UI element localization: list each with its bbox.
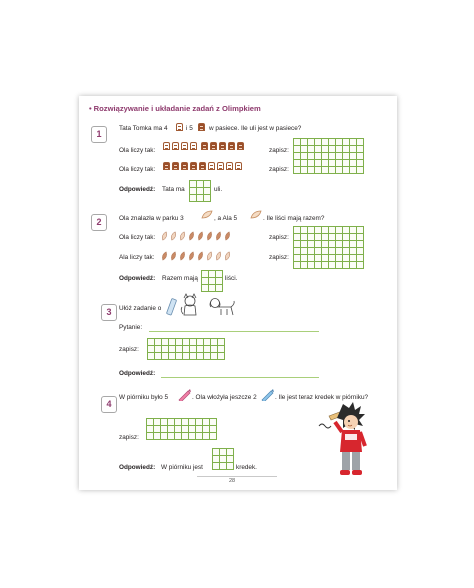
task-2-answer-label: Odpowiedź: (119, 275, 156, 282)
task-4-zapisz: zapisz: (119, 434, 139, 441)
task-1-text-a: Tata Tomka ma 4 (119, 125, 168, 132)
leaf-icon (215, 231, 222, 241)
cat-drawing-icon (179, 292, 201, 318)
leaf-icon (224, 251, 231, 261)
task-3-answer-line[interactable] (161, 377, 319, 378)
pink-crayon-icon (178, 389, 192, 401)
beehive-icon (228, 142, 235, 150)
task-4-answer-label: Odpowiedź: (119, 464, 156, 471)
task-2-answer-text-a: Razem mają (162, 275, 198, 282)
beehive-icon (172, 162, 179, 170)
beehive-icon (190, 142, 197, 150)
beehive-icon (208, 162, 215, 170)
title-bullet: • (89, 104, 92, 113)
beehive-icon (219, 142, 226, 150)
task-4-answer-text-b: kredek. (236, 464, 257, 471)
task-4-text-a: W piórniku było 5 (119, 394, 169, 401)
task-3-question-label: Pytanie: (119, 324, 143, 331)
beehive-icon (226, 162, 233, 170)
task-1-answer-label: Odpowiedź: (119, 186, 156, 193)
chalk-icon (164, 297, 180, 319)
task-1-number: 1 (91, 126, 107, 143)
task-2-text-c: . Ile liści mają razem? (263, 215, 325, 222)
task-4-number: 4 (101, 396, 117, 413)
beehive-icon (172, 142, 179, 150)
blue-crayon-icon (261, 389, 275, 401)
task-2-answer-grid[interactable] (201, 270, 223, 292)
leaf-icon (197, 231, 204, 241)
leaf-icon (161, 231, 168, 241)
beehive-icon (163, 162, 170, 170)
leaf-row-2 (161, 251, 231, 261)
beehive-icon (201, 142, 208, 150)
olimpek-character-illustration (315, 400, 373, 480)
leaf-row-1 (161, 231, 231, 241)
task-2-number: 2 (91, 214, 107, 231)
task-2-zapisz-1: zapisz: (269, 234, 289, 241)
beehive-icon (163, 142, 170, 150)
task-2-row2-label: Ala liczy tak: (119, 254, 155, 261)
section-title (89, 104, 261, 113)
task-1-zapisz-1: zapisz: (269, 147, 289, 154)
task-1-text-b: i 5 (186, 125, 193, 132)
beehive-icon (190, 162, 197, 170)
task-2-answer-text-b: liści. (225, 275, 238, 282)
leaf-icon (250, 210, 262, 220)
dog-drawing-icon (207, 296, 237, 318)
beehive-light-icon (176, 123, 183, 131)
leaf-icon (197, 251, 204, 261)
footer-rule (197, 476, 277, 477)
task-1-writing-grid[interactable] (293, 138, 364, 174)
workbook-page (79, 96, 397, 490)
beehive-icon (235, 162, 242, 170)
task-3-number: 3 (101, 304, 117, 321)
task-2-writing-grid[interactable] (293, 226, 364, 269)
task-1-answer-text-b: uli. (214, 186, 223, 193)
task-2-zapisz-2: zapisz: (269, 254, 289, 261)
task-1-answer-grid[interactable] (189, 180, 211, 202)
task-3-zapisz: zapisz: (119, 346, 139, 353)
task-2-row1-label: Ola liczy tak: (119, 234, 156, 241)
task-4-text-c: . Ile jest teraz kredek w piórniku? (275, 394, 369, 401)
leaf-icon (179, 231, 186, 241)
task-4-text-b: . Ola włożyła jeszcze 2 (192, 394, 257, 401)
beehive-icon (210, 142, 217, 150)
beehive-icon (181, 162, 188, 170)
leaf-icon (170, 231, 177, 241)
task-4-answer-text-a: W piórniku jest (161, 464, 203, 471)
leaf-icon (206, 231, 213, 241)
beehive-icon (237, 142, 244, 150)
task-1-text-c: w pasiece. Ile uli jest w pasiece? (209, 125, 302, 132)
beehive-icon (217, 162, 224, 170)
task-3-question-line[interactable] (149, 331, 319, 332)
task-1-row2-label: Ola liczy tak: (119, 166, 156, 173)
beehive-icon (199, 162, 206, 170)
task-2-text-a: Ola znalazła w parku 3 (119, 215, 184, 222)
task-3-writing-grid[interactable] (147, 338, 225, 360)
task-1-answer-text-a: Tata ma (162, 186, 185, 193)
leaf-icon (161, 251, 168, 261)
leaf-icon (170, 251, 177, 261)
task-1-row1-label: Ola liczy tak: (119, 147, 156, 154)
beehive-dark-icon (198, 123, 205, 131)
beehive-icon (181, 142, 188, 150)
page-number: 28 (229, 478, 236, 484)
leaf-icon (188, 251, 195, 261)
leaf-icon (179, 251, 186, 261)
leaf-icon (206, 251, 213, 261)
task-3-answer-label: Odpowiedź: (119, 370, 156, 377)
leaf-icon (188, 231, 195, 241)
task-2-text-b: , a Ala 5 (214, 215, 238, 222)
leaf-icon (224, 231, 231, 241)
leaf-icon (201, 210, 213, 220)
task-4-writing-grid[interactable] (146, 418, 217, 440)
task-4-answer-grid[interactable] (212, 448, 234, 470)
leaf-icon (215, 251, 222, 261)
section-title-text: Rozwiązywanie i układanie zadań z Olimpkiem (93, 104, 261, 113)
task-1-zapisz-2: zapisz: (269, 166, 289, 173)
task-3-text-a: Ułóż zadanie o (119, 305, 162, 312)
